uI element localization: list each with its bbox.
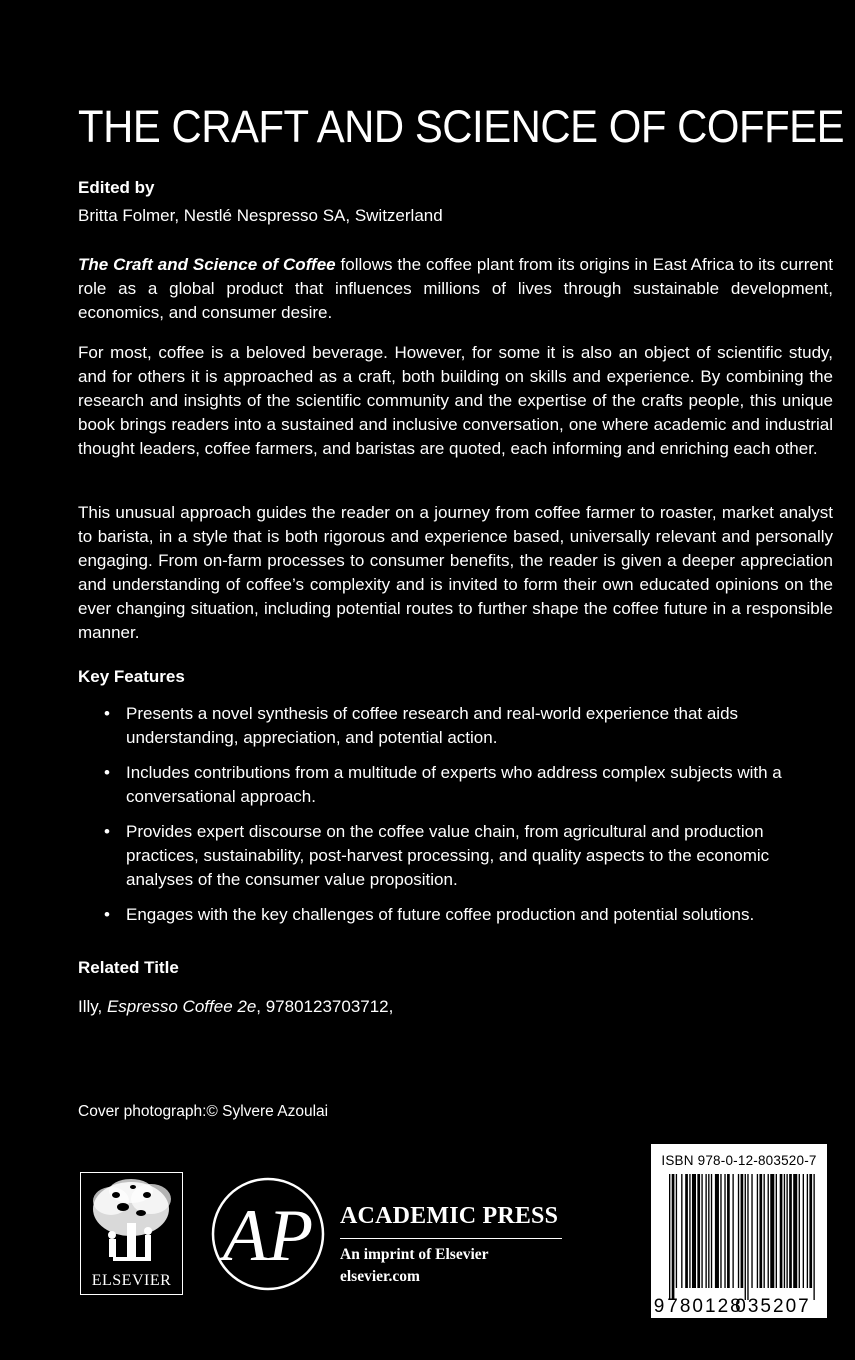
publisher-url: elsevier.com bbox=[340, 1268, 420, 1285]
related-author: Illy, bbox=[78, 997, 107, 1016]
description-paragraph-1 bbox=[78, 253, 833, 325]
key-features-list bbox=[78, 702, 838, 938]
barcode-digit-first: 9 bbox=[653, 1296, 665, 1317]
related-book: Espresso Coffee 2e bbox=[106, 997, 257, 1016]
barcode-bar bbox=[764, 1174, 765, 1288]
barcode-bar bbox=[793, 1174, 797, 1288]
barcode-bar bbox=[727, 1174, 730, 1288]
barcode-bar bbox=[689, 1174, 690, 1288]
barcode-bar bbox=[751, 1174, 752, 1288]
academic-press-name: ACADEMIC PRESS bbox=[340, 1203, 559, 1229]
barcode-bar bbox=[672, 1174, 675, 1300]
description-p1-text: follows the coffee plant from its origins in East Africa to its current role as a global product that influences millions of lives through sustainable development, economics, and consumer desire. bbox=[78, 255, 833, 322]
barcode-bar bbox=[681, 1174, 682, 1288]
barcode-bar bbox=[669, 1174, 670, 1300]
book-title: THE CRAFT AND SCIENCE OF COFFEE bbox=[78, 101, 845, 152]
feature-item: • Engages with the key challenges of future coffee production and potential solutions. bbox=[78, 903, 838, 927]
barcode-bar bbox=[757, 1174, 758, 1288]
barcode-bar bbox=[759, 1174, 762, 1288]
barcode-bar bbox=[724, 1174, 725, 1288]
cover-credit: Cover photograph:© Sylvere Azoulai bbox=[78, 1103, 329, 1120]
barcode-bar bbox=[738, 1174, 739, 1288]
isbn-barcode bbox=[651, 1144, 827, 1318]
barcode-bar bbox=[776, 1174, 777, 1288]
barcode-bar bbox=[789, 1174, 792, 1288]
barcode-bar bbox=[715, 1174, 719, 1288]
barcode-bar bbox=[697, 1174, 700, 1288]
feature-item: • Presents a novel synthesis of coffee research and real-world experience that aids understanding, appreciation, and potential action. bbox=[78, 702, 838, 750]
barcode-bars bbox=[669, 1174, 815, 1300]
barcode-bar bbox=[786, 1174, 787, 1288]
academic-press-logo-icon bbox=[210, 1176, 326, 1292]
barcode-graphic bbox=[651, 1174, 827, 1318]
barcode-bar bbox=[799, 1174, 800, 1288]
barcode-bar bbox=[708, 1174, 709, 1288]
barcode-bar bbox=[732, 1174, 733, 1288]
elsevier-wordmark: ELSEVIER bbox=[91, 1272, 172, 1289]
publisher-divider bbox=[340, 1238, 562, 1239]
barcode-bar bbox=[768, 1174, 769, 1288]
ap-monogram: AP bbox=[222, 1195, 314, 1277]
barcode-bar bbox=[692, 1174, 696, 1288]
barcode-bar bbox=[741, 1174, 744, 1288]
related-title-entry bbox=[78, 997, 393, 1017]
book-title-italic: The Craft and Science of Coffee bbox=[78, 255, 336, 274]
barcode-bar bbox=[745, 1174, 746, 1300]
elsevier-tree-icon bbox=[81, 1173, 181, 1271]
feature-item: • Provides expert discourse on the coffee value chain, from agricultural and production practices, sustainability, post-harvest processing, and quality aspects to the economic analyses of the consumer value proposition. bbox=[78, 820, 838, 892]
barcode-bar bbox=[711, 1174, 712, 1288]
related-isbn: , 9780123703712, bbox=[256, 997, 394, 1016]
related-title-heading: Related Title bbox=[78, 958, 179, 977]
barcode-bar bbox=[685, 1174, 688, 1288]
barcode-bar bbox=[720, 1174, 721, 1288]
barcode-bar bbox=[809, 1174, 812, 1288]
barcode-bar bbox=[676, 1174, 677, 1288]
feature-item: • Includes contributions from a multitude of experts who address complex subjects with a conversational approach. bbox=[78, 761, 838, 809]
key-features-heading: Key Features bbox=[78, 667, 185, 686]
barcode-bar bbox=[784, 1174, 785, 1288]
barcode-bar bbox=[770, 1174, 774, 1288]
isbn-label: ISBN 978-0-12-803520-7 bbox=[661, 1153, 817, 1168]
publisher-imprint: An imprint of Elsevier bbox=[340, 1246, 489, 1263]
barcode-bar bbox=[803, 1174, 804, 1288]
barcode-digits-left: 780128 bbox=[667, 1296, 743, 1317]
barcode-digits-right: 035207 bbox=[735, 1296, 811, 1317]
barcode-bar bbox=[705, 1174, 706, 1288]
barcode-bar bbox=[813, 1174, 814, 1300]
editor-name: Britta Folmer, Nestlé Nespresso SA, Switzerland bbox=[78, 206, 443, 225]
description-paragraph-2: For most, coffee is a beloved beverage. However, for some it is also an object of scientific study, and for others it is approached as a craft, both building on skills and experience. By combining the research and insights of the scientific community and the expertise of the crafts people, this unique book brings readers into a sustained and inclusive conversation, one where academic and industrial thought leaders, coffee farmers, and baristas are quoted, each informing and enriching each other. bbox=[78, 343, 833, 458]
description-paragraph-3: This unusual approach guides the reader on a journey from coffee farmer to roaster, market analyst to barista, in a style that is both rigorous and experience based, universally relevant and personally engaging. From on-farm processes to consumer benefits, the reader is given a deeper appreciation and understanding of coffee’s complexity and is invited to form their own educated opinions on the ever changing situation, including potential routes to further shape the coffee future in a responsible manner. bbox=[78, 503, 833, 642]
barcode-bar bbox=[807, 1174, 808, 1288]
barcode-bar bbox=[780, 1174, 783, 1288]
barcode-bar bbox=[747, 1174, 748, 1300]
barcode-bar bbox=[701, 1174, 702, 1288]
edited-by-heading: Edited by bbox=[78, 178, 155, 197]
